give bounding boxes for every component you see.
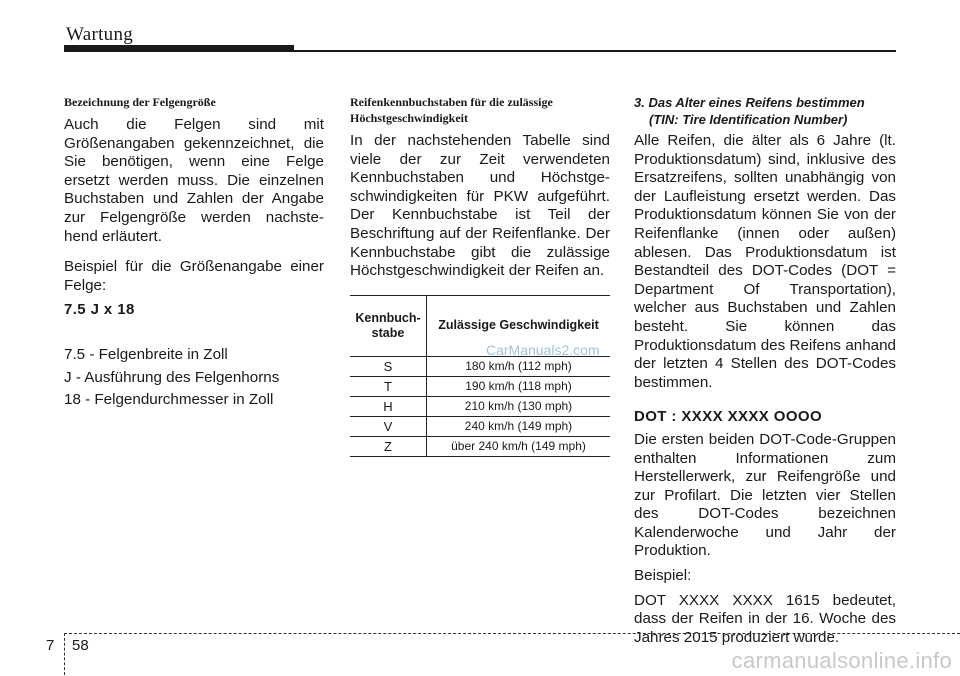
list-item: 18 - Felgendurchmesser in Zoll xyxy=(64,391,274,409)
table-cell-letter: T xyxy=(350,376,427,396)
list-item: J - Ausführung des Felgenhorns xyxy=(64,368,280,386)
footer-divider xyxy=(64,633,65,675)
rim-size-list xyxy=(64,346,324,410)
rim-size-code: 7.5 J x 18 xyxy=(64,301,135,319)
table-cell-speed: 190 km/h (118 mph) xyxy=(427,376,611,396)
table-cell-speed: 210 km/h (130 mph) xyxy=(427,396,611,416)
dot-code-explanation: Die ersten beiden DOT-Code-Gruppen enthalten Informationen zum Herstellerwerk, zur Reifengröße und zur Profilart. Die letzten vier Stellen des DOT-Codes bezeichnen Kalenderwoche und Jahr der Produktion. xyxy=(634,430,896,560)
column-tire-age xyxy=(634,94,896,647)
list-item: 7.5 - Felgenbreite in Zoll xyxy=(64,345,228,363)
table-row xyxy=(350,356,610,376)
table-cell-speed: 180 km/h (112 mph) xyxy=(427,356,611,376)
column-speed-rating xyxy=(350,94,610,457)
table-cell-speed: über 240 km/h (149 mph) xyxy=(427,436,611,456)
tire-age-heading xyxy=(634,94,896,128)
speed-rating-intro: In der nachstehenden Tabelle sind viele der zur Zeit verwendeten Kennbuchstaben und Höchstge-schwindigkeiten für PKW aufgeführt. Der Kennbuchstabe ist Teil der Beschriftung auf der Reifenflanke. Der Kennbuchstabe gibt die zulässige Höchstgeschwindigkeit der Reifen an. xyxy=(350,132,610,280)
table-header-speed: Zulässige Geschwindigkeit xyxy=(427,295,611,356)
header-rule xyxy=(64,50,896,52)
table-row xyxy=(350,396,610,416)
rim-size-example-intro: Beispiel für die Größenangabe einer Felge: xyxy=(64,258,324,294)
table-cell-letter: V xyxy=(350,416,427,436)
table-row xyxy=(350,436,610,456)
tire-age-heading-line1: 3. Das Alter eines Reifens bestimmen xyxy=(634,95,865,110)
tire-age-intro: Alle Reifen, die älter als 6 Jahre (lt. Produktionsdatum) sind, inklusive des Ersatzreifens, sollten unabhängig von der Laufleistung ersetzt werden. Das Produktionsdatum können Sie von der Reifenflanke (innen oder außen) ablesen. Das Produktionsdatum ist Bestandteil des DOT-Codes (DOT = Department Of Transportation), welcher aus Buchstaben und Zahlen besteht. Sie können das Produktionsdatum des Reifens anhand der letzten 4 Stellen des DOT-Codes bestimmen. xyxy=(634,132,896,391)
table-row xyxy=(350,376,610,396)
watermark: CarManuals2.com xyxy=(486,342,600,358)
tire-age-heading-line2: (TIN: Tire Identification Number) xyxy=(649,112,848,127)
site-watermark: carmanualsonline.info xyxy=(731,648,952,673)
example-text: DOT XXXX XXXX 1615 bedeutet, dass der Reifen in der 16. Woche des Jahres 2015 produziert wurde. xyxy=(634,591,896,646)
rim-size-heading: Bezeichnung der Felgengröße xyxy=(64,95,216,109)
rim-size-intro: Auch die Felgen sind mit Größenangaben gekennzeichnet, die Sie benötigen, wenn eine Felge ersetzt werden muss. Die einzelnen Buchstaben und Zahlen der Angabe zur Felgengröße werden nachste-hend erläutert. xyxy=(64,116,324,245)
section-title: Wartung xyxy=(66,24,134,45)
table-row xyxy=(350,416,610,436)
footer-rule xyxy=(64,633,960,634)
table-cell-speed: 240 km/h (149 mph) xyxy=(427,416,611,436)
column-rim-size xyxy=(64,94,324,414)
speed-rating-table xyxy=(350,295,610,457)
table-cell-letter: S xyxy=(350,356,427,376)
table-header-letter: Kennbuch-stabe xyxy=(350,295,427,356)
speed-rating-heading: Reifenkennbuchstaben für die zulässige Höchstgeschwindigkeit xyxy=(350,95,553,125)
dot-code: DOT : XXXX XXXX OOOO xyxy=(634,408,823,426)
section-number: 7 xyxy=(46,637,55,654)
example-label: Beispiel: xyxy=(634,567,692,585)
table-cell-letter: H xyxy=(350,396,427,416)
page-number: 58 xyxy=(72,637,89,654)
table-cell-letter: Z xyxy=(350,436,427,456)
